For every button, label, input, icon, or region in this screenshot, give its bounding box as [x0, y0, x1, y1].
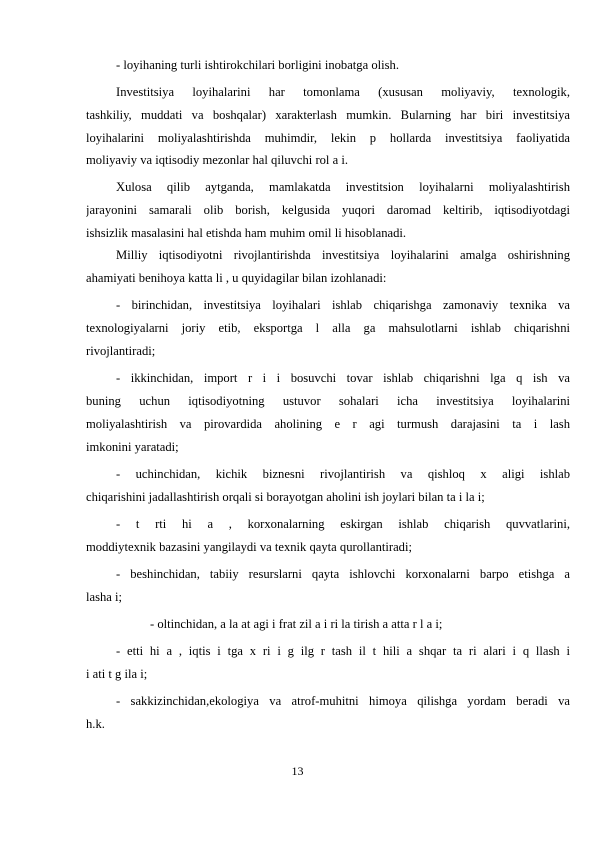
text-line: buning uchun iqtisodiyotning ustuvor sohalari icha investitsiya loyihalarini [86, 394, 570, 408]
text-line: tashkiliy, muddati va boshqalar) xarakterlash mumkin. Bularning har biri investitsiya [86, 108, 570, 122]
text-line: lasha i; [86, 590, 123, 604]
text-line: - beshinchidan, tabiiy resurslarni qayta ishlovchi korxonalarni barpo etishga a [116, 567, 570, 581]
text-line: moliyaviy va iqtisodiy mezonlar hal qiluvchi rol a i. [86, 153, 348, 167]
text-line: - sakkizinchidan,ekologiya va atrof-muhitni himoya qilishga yordam beradi va [116, 694, 570, 708]
text-line: i ati t g ila i; [86, 667, 148, 681]
text-line: moliyalashtirish va pirovardida aholining e r agi turmush darajasini ta i lash [86, 417, 570, 431]
text-line: ishsizlik masalasini hal etishda ham muhim omil li hisoblanadi. [86, 226, 407, 240]
text-line: Milliy iqtisodiyotni rivojlantirishda investitsiya loyihalarini amalga oshirishning [116, 248, 570, 262]
text-line: - uchinchidan, kichik biznesni rivojlantirish va qishloq x aligi ishlab [116, 467, 570, 481]
text-line: moddiytexnik bazasini yangilaydi va texnik qayta qurollantiradi; [86, 540, 412, 554]
text-line: imkonini yaratadi; [86, 440, 179, 454]
text-line: ahamiyati benihoya katta li , u quyidagilar bilan izohlanadi: [86, 271, 387, 285]
text-line: texnologiyalarni joriy etib, eksportga l alla ga mahsulotlarni ishlab chiqarishni [86, 321, 570, 335]
text-line: - birinchidan, investitsiya loyihalari ishlab chiqarishga zamonaviy texnika va [116, 298, 570, 312]
text-line: - ikkinchidan, import r i i bosuvchi tovar ishlab chiqarishni lga q ish va [116, 371, 570, 385]
text-line: - etti hi a , iqtis i tga x ri i g ilg r tash il t hili a shqar ta ri alari i q llash i [116, 644, 570, 658]
text-line: - t rti hi a , korxonalarning eskirgan ishlab chiqarish quvvatlarini, [116, 517, 570, 531]
text-line: chiqarishini jadallashtirish orqali si borayotgan aholini ish joylari bilan ta i la i; [86, 490, 485, 504]
text-line: rivojlantiradi; [86, 344, 156, 358]
page-number: 13 [291, 764, 304, 778]
text-line: - loyihaning turli ishtirokchilari borligini inobatga olish. [116, 58, 399, 72]
text-line: Xulosa qilib aytganda, mamlakatda investitsion loyihalarni moliyalashtirish [116, 180, 570, 194]
text-line: - oltinchidan, a la at agi i frat zil a i ri la tirish a atta r l a i; [150, 617, 443, 631]
text-line: loyihalarini moliyalashtirishda muhimdir, lekin p hollarda investitsiya faoliyatida [86, 131, 570, 145]
text-line: jarayonini samarali olib borish, kelgusida yuqori daromad keltirib, iqtisodiyotdagi [86, 203, 570, 217]
text-line: Investitsiya loyihalarini har tomonlama (xususan moliyaviy, texnologik, [116, 85, 570, 99]
text-line: h.k. [86, 717, 105, 731]
